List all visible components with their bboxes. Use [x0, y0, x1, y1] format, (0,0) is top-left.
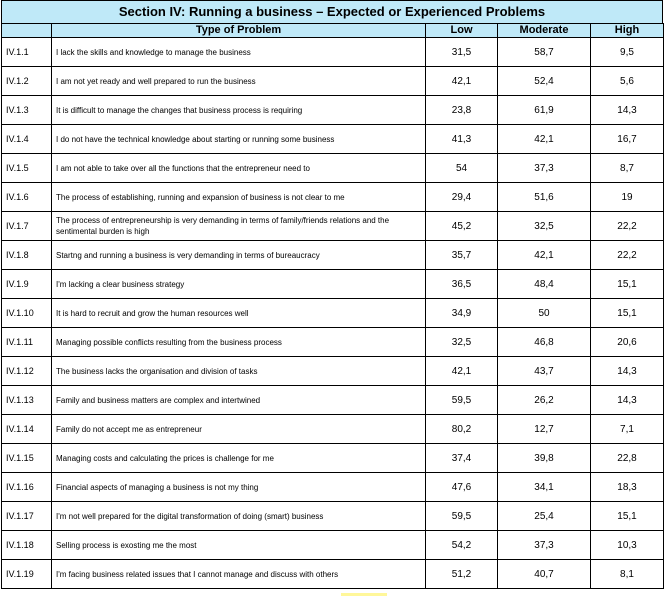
- row-high-value: 5,6: [591, 67, 664, 96]
- row-high-value: 22,2: [591, 212, 664, 241]
- row-low-value: 59,5: [426, 502, 498, 531]
- row-low-value: 45,2: [426, 212, 498, 241]
- row-moderate-value: 43,7: [498, 357, 591, 386]
- row-code: IV.1.16: [2, 473, 52, 502]
- row-low-value: 29,4: [426, 183, 498, 212]
- row-code: IV.1.6: [2, 183, 52, 212]
- row-problem: I'm facing business related issues that I cannot manage and discuss with others: [52, 560, 426, 589]
- row-code: IV.1.3: [2, 96, 52, 125]
- row-low-value: 47,6: [426, 473, 498, 502]
- row-moderate-value: 40,7: [498, 560, 591, 589]
- row-code: IV.1.2: [2, 67, 52, 96]
- problems-table-container: [1, 0, 663, 589]
- row-problem: Managing costs and calculating the prices is challenge for me: [52, 444, 426, 473]
- row-moderate-value: 26,2: [498, 386, 591, 415]
- row-problem: I am not able to take over all the functions that the entrepreneur need to: [52, 154, 426, 183]
- row-code: IV.1.11: [2, 328, 52, 357]
- row-code: IV.1.4: [2, 125, 52, 154]
- row-problem: The business lacks the organisation and division of tasks: [52, 357, 426, 386]
- highlight-mark: [341, 593, 387, 596]
- row-code: IV.1.17: [2, 502, 52, 531]
- row-high-value: 10,3: [591, 531, 664, 560]
- table-row: [2, 183, 664, 212]
- row-high-value: 7,1: [591, 415, 664, 444]
- row-low-value: 42,1: [426, 357, 498, 386]
- row-moderate-value: 48,4: [498, 270, 591, 299]
- row-low-value: 37,4: [426, 444, 498, 473]
- row-problem: It is hard to recruit and grow the human resources well: [52, 299, 426, 328]
- row-high-value: 22,2: [591, 241, 664, 270]
- table-row: [2, 154, 664, 183]
- row-moderate-value: 42,1: [498, 125, 591, 154]
- row-problem: The process of establishing, running and expansion of business is not clear to me: [52, 183, 426, 212]
- row-code: IV.1.7: [2, 212, 52, 241]
- row-low-value: 34,9: [426, 299, 498, 328]
- row-low-value: 41,3: [426, 125, 498, 154]
- row-low-value: 35,7: [426, 241, 498, 270]
- row-code: IV.1.5: [2, 154, 52, 183]
- row-low-value: 42,1: [426, 67, 498, 96]
- row-problem: Financial aspects of managing a business is not my thing: [52, 473, 426, 502]
- row-high-value: 8,1: [591, 560, 664, 589]
- header-low: Low: [426, 24, 498, 38]
- row-moderate-value: 25,4: [498, 502, 591, 531]
- row-problem: Selling process is exosting me the most: [52, 531, 426, 560]
- row-code: IV.1.19: [2, 560, 52, 589]
- table-row: [2, 241, 664, 270]
- table-row: [2, 212, 664, 241]
- row-moderate-value: 12,7: [498, 415, 591, 444]
- row-problem: It is difficult to manage the changes that business process is requiring: [52, 96, 426, 125]
- row-high-value: 15,1: [591, 270, 664, 299]
- table-row: [2, 415, 664, 444]
- row-high-value: 16,7: [591, 125, 664, 154]
- row-problem: Family do not accept me as entrepreneur: [52, 415, 426, 444]
- row-problem: I lack the skills and knowledge to manage the business: [52, 38, 426, 67]
- row-code: IV.1.9: [2, 270, 52, 299]
- table-row: [2, 125, 664, 154]
- row-high-value: 15,1: [591, 502, 664, 531]
- header-type-of-problem: Type of Problem: [52, 24, 426, 38]
- row-moderate-value: 37,3: [498, 531, 591, 560]
- row-moderate-value: 32,5: [498, 212, 591, 241]
- table-row: [2, 67, 664, 96]
- row-high-value: 19: [591, 183, 664, 212]
- table-row: [2, 270, 664, 299]
- row-problem: Family and business matters are complex and intertwined: [52, 386, 426, 415]
- row-high-value: 14,3: [591, 386, 664, 415]
- table-row: [2, 473, 664, 502]
- row-low-value: 59,5: [426, 386, 498, 415]
- table-row: [2, 502, 664, 531]
- header-moderate: Moderate: [498, 24, 591, 38]
- row-moderate-value: 58,7: [498, 38, 591, 67]
- table-row: [2, 96, 664, 125]
- row-low-value: 54,2: [426, 531, 498, 560]
- row-moderate-value: 34,1: [498, 473, 591, 502]
- row-low-value: 80,2: [426, 415, 498, 444]
- row-moderate-value: 37,3: [498, 154, 591, 183]
- row-moderate-value: 51,6: [498, 183, 591, 212]
- problems-table: [1, 23, 664, 589]
- row-low-value: 31,5: [426, 38, 498, 67]
- row-high-value: 9,5: [591, 38, 664, 67]
- row-problem: The process of entrepreneurship is very demanding in terms of family/friends relations and the sentimental burden is high: [52, 212, 426, 241]
- header-high: High: [591, 24, 664, 38]
- row-moderate-value: 52,4: [498, 67, 591, 96]
- row-high-value: 20,6: [591, 328, 664, 357]
- row-problem: I'm lacking a clear business strategy: [52, 270, 426, 299]
- row-high-value: 22,8: [591, 444, 664, 473]
- row-moderate-value: 46,8: [498, 328, 591, 357]
- table-row: [2, 531, 664, 560]
- row-high-value: 14,3: [591, 357, 664, 386]
- row-problem: Managing possible conflicts resulting from the business process: [52, 328, 426, 357]
- row-moderate-value: 39,8: [498, 444, 591, 473]
- row-low-value: 36,5: [426, 270, 498, 299]
- table-row: [2, 357, 664, 386]
- row-high-value: 14,3: [591, 96, 664, 125]
- row-code: IV.1.14: [2, 415, 52, 444]
- table-row: [2, 328, 664, 357]
- row-code: IV.1.1: [2, 38, 52, 67]
- row-code: IV.1.12: [2, 357, 52, 386]
- row-problem: Startng and running a business is very demanding in terms of bureaucracy: [52, 241, 426, 270]
- row-moderate-value: 50: [498, 299, 591, 328]
- row-high-value: 8,7: [591, 154, 664, 183]
- table-body: [2, 38, 664, 589]
- table-row: [2, 386, 664, 415]
- table-row: [2, 560, 664, 589]
- row-high-value: 18,3: [591, 473, 664, 502]
- row-problem: I am not yet ready and well prepared to run the business: [52, 67, 426, 96]
- row-low-value: 51,2: [426, 560, 498, 589]
- row-code: IV.1.15: [2, 444, 52, 473]
- row-moderate-value: 42,1: [498, 241, 591, 270]
- row-low-value: 23,8: [426, 96, 498, 125]
- row-code: IV.1.13: [2, 386, 52, 415]
- row-high-value: 15,1: [591, 299, 664, 328]
- table-row: [2, 444, 664, 473]
- table-row: [2, 38, 664, 67]
- row-moderate-value: 61,9: [498, 96, 591, 125]
- row-low-value: 32,5: [426, 328, 498, 357]
- row-problem: I'm not well prepared for the digital transformation of doing (smart) business: [52, 502, 426, 531]
- table-header: [2, 24, 664, 38]
- row-code: IV.1.18: [2, 531, 52, 560]
- table-row: [2, 299, 664, 328]
- row-code: IV.1.10: [2, 299, 52, 328]
- row-problem: I do not have the technical knowledge about starting or running some business: [52, 125, 426, 154]
- row-code: IV.1.8: [2, 241, 52, 270]
- header-code: [2, 24, 52, 38]
- section-title: Section IV: Running a business – Expected or Experienced Problems: [1, 0, 663, 23]
- row-low-value: 54: [426, 154, 498, 183]
